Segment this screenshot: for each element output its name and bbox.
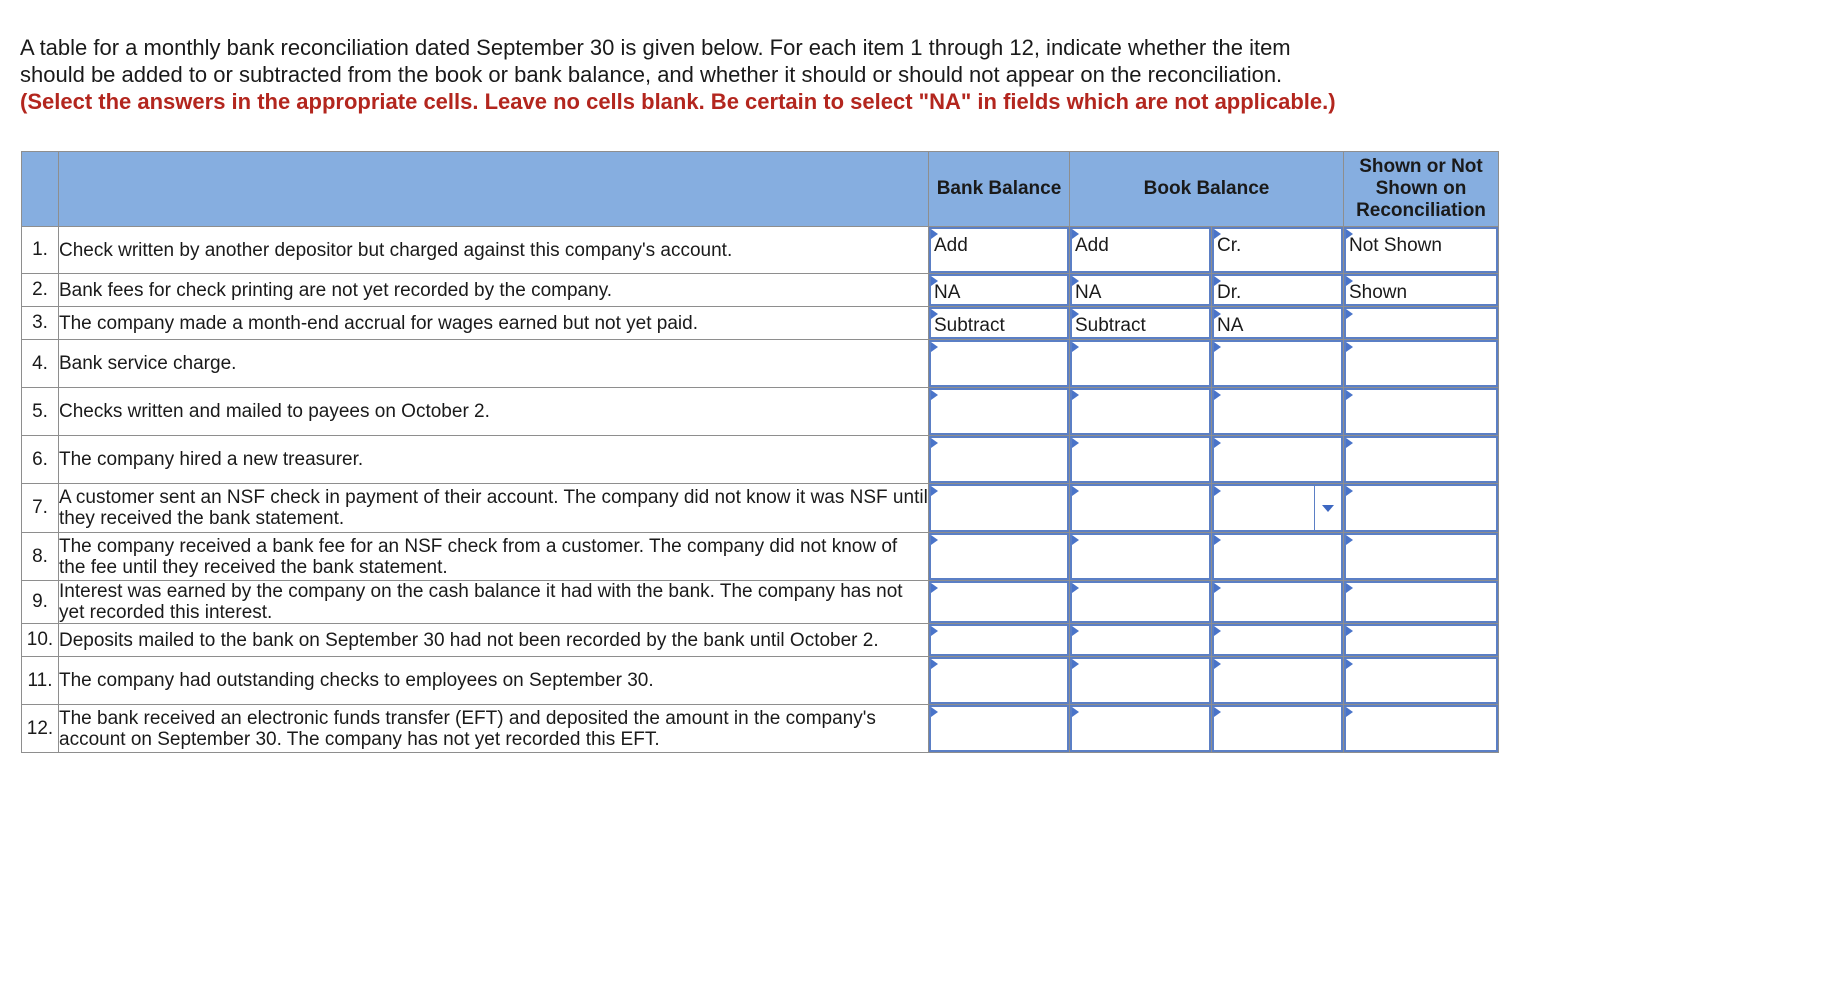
cr-dr-select[interactable]: [1212, 340, 1343, 387]
shown-select[interactable]: [1344, 657, 1498, 704]
row-description: Checks written and mailed to payees on October 2.: [59, 388, 929, 436]
selected-value: NA: [1075, 282, 1102, 303]
bank-balance-select[interactable]: [929, 533, 1069, 580]
cr-dr-select[interactable]: [1212, 705, 1343, 752]
bank-balance-select[interactable]: [929, 388, 1069, 435]
field-marker-icon: [1072, 626, 1079, 636]
book-balance-select[interactable]: [1070, 340, 1211, 387]
row-number: 12.: [22, 705, 59, 753]
field-marker-icon: [1346, 486, 1353, 496]
field-marker-icon: [931, 276, 938, 286]
field-marker-icon: [1214, 535, 1221, 545]
selected-value: NA: [1217, 315, 1244, 336]
field-marker-icon: [1214, 626, 1221, 636]
shown-cell: [1344, 340, 1499, 388]
row-description: The company received a bank fee for an NSF check from a customer. The company did not know of the fee until they received the bank statement.: [59, 533, 929, 581]
row-number: 9.: [22, 581, 59, 624]
row-description: Bank fees for check printing are not yet recorded by the company.: [59, 274, 929, 307]
row-number: 1.: [22, 227, 59, 274]
shown-cell: [1344, 307, 1499, 340]
field-marker-icon: [1214, 707, 1221, 717]
bank-balance-select[interactable]: [929, 581, 1069, 623]
table-row: [22, 274, 1499, 307]
row-number: 5.: [22, 388, 59, 436]
field-marker-icon: [931, 535, 938, 545]
book-balance-select[interactable]: [1070, 705, 1211, 752]
shown-select[interactable]: [1344, 436, 1498, 483]
bank-balance-select[interactable]: [929, 340, 1069, 387]
field-marker-icon: [1214, 229, 1221, 239]
field-marker-icon: [1346, 390, 1353, 400]
field-marker-icon: [931, 390, 938, 400]
field-marker-icon: [1346, 535, 1353, 545]
cr-dr-select[interactable]: [1212, 436, 1343, 483]
cr-dr-select[interactable]: [1212, 533, 1343, 580]
cr-dr-select[interactable]: [1212, 307, 1343, 339]
field-marker-icon: [931, 342, 938, 352]
field-marker-icon: [1346, 309, 1353, 319]
cr-dr-select[interactable]: [1212, 657, 1343, 704]
shown-select[interactable]: [1344, 227, 1498, 273]
book-balance-select[interactable]: [1070, 581, 1211, 623]
instructions-line-1: A table for a monthly bank reconciliation dated September 30 is given below. For each item 1 through 12, indicate whether the item: [20, 35, 1291, 60]
field-marker-icon: [1346, 659, 1353, 669]
instructions-line-2: should be added to or subtracted from the book or bank balance, and whether it should or should not appear on the reconciliation.: [20, 62, 1283, 87]
field-marker-icon: [931, 229, 938, 239]
field-marker-icon: [1214, 276, 1221, 286]
field-marker-icon: [1346, 707, 1353, 717]
shown-select[interactable]: [1344, 624, 1498, 656]
book-balance-select[interactable]: [1070, 436, 1211, 483]
row-description: Check written by another depositor but charged against this company's account.: [59, 227, 929, 274]
book-balance-cell: [1070, 533, 1212, 581]
row-number: 3.: [22, 307, 59, 340]
book-balance-select[interactable]: [1070, 274, 1211, 306]
row-number: 6.: [22, 436, 59, 484]
book-balance-cell: [1070, 705, 1212, 753]
bank-balance-cell: [929, 227, 1070, 274]
table-row: [22, 484, 1499, 533]
selected-value: Dr.: [1217, 282, 1242, 303]
field-marker-icon: [1072, 342, 1079, 352]
field-marker-icon: [1346, 342, 1353, 352]
selected-value: NA: [934, 282, 961, 303]
shown-select[interactable]: [1344, 274, 1498, 306]
field-marker-icon: [1072, 707, 1079, 717]
shown-cell: [1344, 274, 1499, 307]
shown-select[interactable]: [1344, 484, 1498, 532]
bank-balance-cell: [929, 436, 1070, 484]
book-balance-cell: [1070, 388, 1212, 436]
table-row: [22, 436, 1499, 484]
selected-value: Subtract: [1075, 315, 1146, 336]
table-row: [22, 533, 1499, 581]
book-balance-cell: [1070, 340, 1212, 388]
book-balance-cell: [1070, 484, 1212, 533]
field-marker-icon: [1072, 659, 1079, 669]
bank-balance-cell: [929, 705, 1070, 753]
header-book-balance: Book Balance: [1070, 152, 1344, 227]
book-balance-select[interactable]: [1070, 484, 1211, 532]
book-balance-cell: [1070, 657, 1212, 705]
field-marker-icon: [1214, 486, 1221, 496]
book-balance-cell: [1070, 227, 1212, 274]
row-description: Deposits mailed to the bank on September 30 had not been recorded by the bank until October 2.: [59, 624, 929, 657]
selected-value: Not Shown: [1349, 235, 1442, 256]
shown-cell: [1344, 624, 1499, 657]
table-row: [22, 581, 1499, 624]
bank-balance-select[interactable]: [929, 436, 1069, 483]
shown-cell: [1344, 388, 1499, 436]
row-description: Bank service charge.: [59, 340, 929, 388]
book-balance-cell: [1070, 307, 1212, 340]
instructions: [20, 34, 1720, 115]
bank-balance-select[interactable]: [929, 307, 1069, 339]
table-row: [22, 388, 1499, 436]
bank-balance-select[interactable]: [929, 274, 1069, 306]
table-row: [22, 340, 1499, 388]
header-bank-balance: Bank Balance: [929, 152, 1070, 227]
table-row: [22, 657, 1499, 705]
cr-dr-cell: [1212, 581, 1344, 624]
field-marker-icon: [1072, 438, 1079, 448]
bank-balance-cell: [929, 533, 1070, 581]
shown-cell: [1344, 227, 1499, 274]
row-number: 11.: [22, 657, 59, 705]
cr-dr-cell: [1212, 436, 1344, 484]
cr-dr-select[interactable]: [1212, 274, 1343, 306]
shown-cell: [1344, 657, 1499, 705]
cr-dr-cell: [1212, 657, 1344, 705]
bank-balance-cell: [929, 307, 1070, 340]
book-balance-cell: [1070, 436, 1212, 484]
book-balance-select[interactable]: [1070, 388, 1211, 435]
field-marker-icon: [931, 309, 938, 319]
cr-dr-select[interactable]: [1212, 227, 1343, 273]
cr-dr-cell: [1212, 624, 1344, 657]
cr-dr-cell: [1212, 484, 1344, 533]
shown-select[interactable]: [1344, 340, 1498, 387]
bank-balance-cell: [929, 388, 1070, 436]
bank-balance-cell: [929, 581, 1070, 624]
table-row: [22, 624, 1499, 657]
row-number: 10.: [22, 624, 59, 657]
header-shown: Shown or Not Shown on Reconciliation: [1344, 152, 1499, 227]
row-description: The company had outstanding checks to employees on September 30.: [59, 657, 929, 705]
bank-balance-select[interactable]: [929, 227, 1069, 273]
field-marker-icon: [1072, 229, 1079, 239]
field-marker-icon: [1072, 535, 1079, 545]
field-marker-icon: [931, 626, 938, 636]
book-balance-cell: [1070, 274, 1212, 307]
bank-balance-cell: [929, 340, 1070, 388]
cr-dr-cell: [1212, 340, 1344, 388]
shown-select[interactable]: [1344, 307, 1498, 339]
cr-dr-cell: [1212, 533, 1344, 581]
row-number: 2.: [22, 274, 59, 307]
bank-balance-cell: [929, 274, 1070, 307]
selected-value: Subtract: [934, 315, 1005, 336]
bank-balance-select[interactable]: [929, 705, 1069, 752]
shown-cell: [1344, 436, 1499, 484]
field-marker-icon: [1214, 659, 1221, 669]
field-marker-icon: [1072, 486, 1079, 496]
cr-dr-cell: [1212, 705, 1344, 753]
bank-balance-select[interactable]: [929, 657, 1069, 704]
cr-dr-select[interactable]: [1212, 484, 1343, 532]
field-marker-icon: [1072, 390, 1079, 400]
row-description: The bank received an electronic funds transfer (EFT) and deposited the amount in the company's account on September 30. The company has not yet recorded this EFT.: [59, 705, 929, 753]
bank-balance-cell: [929, 484, 1070, 533]
book-balance-select[interactable]: [1070, 657, 1211, 704]
header-description: [59, 152, 929, 227]
field-marker-icon: [931, 438, 938, 448]
field-marker-icon: [931, 486, 938, 496]
shown-cell: [1344, 484, 1499, 533]
bank-balance-cell: [929, 657, 1070, 705]
field-marker-icon: [1072, 276, 1079, 286]
table-row: [22, 705, 1499, 753]
field-marker-icon: [1072, 309, 1079, 319]
field-marker-icon: [1346, 626, 1353, 636]
row-number: 7.: [22, 484, 59, 533]
header-row: [22, 152, 1499, 227]
shown-select[interactable]: [1344, 705, 1498, 752]
field-marker-icon: [931, 659, 938, 669]
shown-select[interactable]: [1344, 581, 1498, 623]
field-marker-icon: [1346, 438, 1353, 448]
shown-cell: [1344, 581, 1499, 624]
book-balance-select[interactable]: [1070, 227, 1211, 273]
book-balance-cell: [1070, 581, 1212, 624]
bank-balance-cell: [929, 624, 1070, 657]
reconciliation-table: [21, 151, 1499, 753]
book-balance-select[interactable]: [1070, 307, 1211, 339]
table-row: [22, 307, 1499, 340]
row-description: Interest was earned by the company on the cash balance it had with the bank. The company has not yet recorded this interest.: [59, 581, 929, 624]
selected-value: Cr.: [1217, 235, 1242, 256]
field-marker-icon: [1346, 229, 1353, 239]
header-number: [22, 152, 59, 227]
selected-value: Add: [1075, 235, 1109, 256]
row-number: 4.: [22, 340, 59, 388]
field-marker-icon: [1214, 309, 1221, 319]
row-description: The company hired a new treasurer.: [59, 436, 929, 484]
selected-value: Shown: [1349, 282, 1408, 303]
book-balance-select[interactable]: [1070, 533, 1211, 580]
field-marker-icon: [1214, 342, 1221, 352]
shown-cell: [1344, 705, 1499, 753]
cr-dr-select[interactable]: [1212, 388, 1343, 435]
shown-select[interactable]: [1344, 388, 1498, 435]
cr-dr-cell: [1212, 274, 1344, 307]
chevron-down-icon[interactable]: [1314, 486, 1341, 530]
bank-balance-select[interactable]: [929, 484, 1069, 532]
book-balance-cell: [1070, 624, 1212, 657]
row-number: 8.: [22, 533, 59, 581]
cr-dr-select[interactable]: [1212, 581, 1343, 623]
field-marker-icon: [1346, 583, 1353, 593]
field-marker-icon: [931, 583, 938, 593]
field-marker-icon: [1214, 583, 1221, 593]
instructions-emphasis: (Select the answers in the appropriate cells. Leave no cells blank. Be certain to select "NA" in fields which are not applicable.): [20, 89, 1336, 114]
row-description: A customer sent an NSF check in payment of their account. The company did not know it was NSF until they received the bank statement.: [59, 484, 929, 533]
shown-select[interactable]: [1344, 533, 1498, 580]
table-row: [22, 227, 1499, 274]
field-marker-icon: [1346, 276, 1353, 286]
field-marker-icon: [1072, 583, 1079, 593]
cr-dr-cell: [1212, 388, 1344, 436]
cr-dr-select[interactable]: [1212, 624, 1343, 656]
field-marker-icon: [1214, 438, 1221, 448]
cr-dr-cell: [1212, 227, 1344, 274]
cr-dr-cell: [1212, 307, 1344, 340]
bank-balance-select[interactable]: [929, 624, 1069, 656]
field-marker-icon: [1214, 390, 1221, 400]
book-balance-select[interactable]: [1070, 624, 1211, 656]
field-marker-icon: [931, 707, 938, 717]
selected-value: Add: [934, 235, 968, 256]
row-description: The company made a month-end accrual for wages earned but not yet paid.: [59, 307, 929, 340]
shown-cell: [1344, 533, 1499, 581]
